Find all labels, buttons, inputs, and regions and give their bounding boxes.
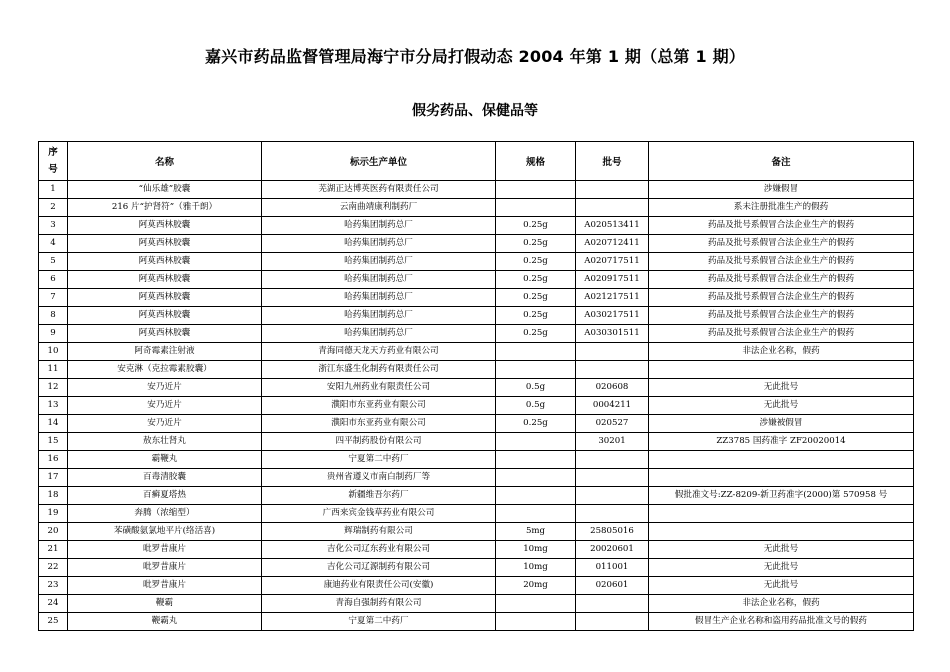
column-header-spec: 规格 [496,142,576,181]
cell-batch [576,487,649,505]
cell-remark [649,505,914,523]
table-row [39,343,914,361]
table-row [39,397,914,415]
table-row [39,307,914,325]
cell-manufacturer: 哈药集团制药总厂 [262,253,496,271]
cell-batch: 0004211 [576,397,649,415]
cell-spec [496,181,576,199]
cell-manufacturer: 濮阳市东亚药业有限公司 [262,415,496,433]
drug-table [38,141,914,631]
cell-batch: 011001 [576,559,649,577]
cell-manufacturer: 宁夏第二中药厂 [262,451,496,469]
cell-batch: A020513411 [576,217,649,235]
column-header-name: 名称 [68,142,262,181]
cell-manufacturer: 哈药集团制药总厂 [262,307,496,325]
cell-batch [576,199,649,217]
cell-manufacturer: 浙江东盛生化制药有限责任公司 [262,361,496,379]
cell-name: 吡罗昔康片 [68,541,262,559]
cell-batch: 020608 [576,379,649,397]
table-row [39,325,914,343]
cell-remark: 系未注册批准生产的假药 [649,199,914,217]
cell-name: 鞭霸 [68,595,262,613]
cell-name: 敖东壮肾丸 [68,433,262,451]
cell-spec [496,613,576,631]
cell-name: 百癣夏塔热 [68,487,262,505]
cell-seq: 14 [39,415,68,433]
cell-seq: 13 [39,397,68,415]
cell-batch [576,181,649,199]
cell-manufacturer: 青海自强制药有限公司 [262,595,496,613]
document-title: 嘉兴市药品监督管理局海宁市分局打假动态 2004 年第 1 期（总第 1 期） [204,47,746,66]
cell-batch [576,469,649,487]
cell-manufacturer: 四平制药股份有限公司 [262,433,496,451]
column-header-batch: 批号 [576,142,649,181]
cell-spec: 0.25g [496,415,576,433]
cell-batch: A030217511 [576,307,649,325]
cell-remark: 假批准文号:ZZ-8209-新卫药准字(2000)第 570958 号 [649,487,914,505]
table-row [39,613,914,631]
cell-remark: 无此批号 [649,397,914,415]
cell-seq: 25 [39,613,68,631]
cell-seq: 3 [39,217,68,235]
cell-spec [496,361,576,379]
cell-seq: 2 [39,199,68,217]
cell-remark: ZZ3785 国药准字 ZF20020014 [649,433,914,451]
cell-manufacturer: 广西来宾金钱草药业有限公司 [262,505,496,523]
cell-remark: 非法企业名称，假药 [649,595,914,613]
table-row [39,577,914,595]
cell-remark: 药品及批号系假冒合法企业生产的假药 [649,217,914,235]
column-header-seq: 序 号 [39,142,68,181]
cell-seq: 8 [39,307,68,325]
table-row [39,523,914,541]
cell-name: 阿莫西林胶囊 [68,289,262,307]
table-row [39,433,914,451]
cell-remark: 药品及批号系假冒合法企业生产的假药 [649,325,914,343]
cell-remark: 假冒生产企业名称和盗用药品批准文号的假药 [649,613,914,631]
cell-name: 阿莫西林胶囊 [68,253,262,271]
cell-name: 安乃近片 [68,379,262,397]
cell-batch: 20020601 [576,541,649,559]
cell-name: 吡罗昔康片 [68,577,262,595]
cell-seq: 6 [39,271,68,289]
cell-name: “仙乐雄”胶囊 [68,181,262,199]
cell-seq: 4 [39,235,68,253]
cell-manufacturer: 濮阳市东亚药业有限公司 [262,397,496,415]
cell-seq: 5 [39,253,68,271]
cell-spec [496,451,576,469]
document-subtitle: 假劣药品、保健品等 [412,103,538,119]
table-row [39,217,914,235]
cell-name: 安乃近片 [68,397,262,415]
cell-batch: 30201 [576,433,649,451]
cell-manufacturer: 贵州省遵义市南白制药厂等 [262,469,496,487]
cell-seq: 11 [39,361,68,379]
cell-batch: 020601 [576,577,649,595]
cell-spec [496,199,576,217]
table-row [39,415,914,433]
table-header-row [39,142,914,181]
cell-manufacturer: 云南曲靖康利制药厂 [262,199,496,217]
cell-batch [576,451,649,469]
cell-spec: 0.25g [496,325,576,343]
table-row [39,199,914,217]
cell-manufacturer: 吉化公司辽源制药有限公司 [262,559,496,577]
cell-remark [649,469,914,487]
cell-batch [576,343,649,361]
table-row [39,235,914,253]
cell-remark [649,361,914,379]
cell-seq: 21 [39,541,68,559]
table-row [39,541,914,559]
cell-seq: 15 [39,433,68,451]
cell-seq: 24 [39,595,68,613]
cell-seq: 16 [39,451,68,469]
column-header-manufacturer: 标示生产单位 [262,142,496,181]
cell-seq: 18 [39,487,68,505]
cell-batch [576,595,649,613]
cell-seq: 22 [39,559,68,577]
cell-manufacturer: 新疆维吾尔药厂 [262,487,496,505]
cell-name: 阿莫西林胶囊 [68,271,262,289]
cell-remark: 药品及批号系假冒合法企业生产的假药 [649,235,914,253]
column-header-remark: 备注 [649,142,914,181]
cell-batch: 25805016 [576,523,649,541]
cell-spec: 0.25g [496,289,576,307]
cell-manufacturer: 哈药集团制药总厂 [262,217,496,235]
cell-seq: 10 [39,343,68,361]
cell-spec [496,433,576,451]
cell-name: 阿奇霉素注射液 [68,343,262,361]
cell-name: 鞭霸丸 [68,613,262,631]
cell-manufacturer: 哈药集团制药总厂 [262,235,496,253]
cell-spec: 10mg [496,541,576,559]
table-row [39,559,914,577]
cell-manufacturer: 哈药集团制药总厂 [262,325,496,343]
cell-manufacturer: 辉瑞制药有限公司 [262,523,496,541]
table-row [39,361,914,379]
cell-remark: 无此批号 [649,379,914,397]
cell-batch: A020712411 [576,235,649,253]
cell-remark: 无此批号 [649,559,914,577]
cell-manufacturer: 芜湖正达博英医药有限责任公司 [262,181,496,199]
cell-name: 216 片“护肾符”（雅千朗） [68,199,262,217]
cell-name: 百毒清胶囊 [68,469,262,487]
cell-spec [496,343,576,361]
cell-seq: 12 [39,379,68,397]
table-row [39,181,914,199]
cell-spec [496,505,576,523]
cell-manufacturer: 宁夏第二中药厂 [262,613,496,631]
cell-manufacturer: 安阳九州药业有限责任公司 [262,379,496,397]
table-row [39,271,914,289]
cell-name: 吡罗昔康片 [68,559,262,577]
cell-manufacturer: 哈药集团制药总厂 [262,289,496,307]
cell-spec: 0.25g [496,217,576,235]
cell-remark: 无此批号 [649,577,914,595]
cell-seq: 17 [39,469,68,487]
cell-name: 霸鞭丸 [68,451,262,469]
cell-manufacturer: 吉化公司辽东药业有限公司 [262,541,496,559]
cell-remark: 药品及批号系假冒合法企业生产的假药 [649,271,914,289]
cell-name: 阿莫西林胶囊 [68,217,262,235]
cell-remark [649,451,914,469]
cell-seq: 9 [39,325,68,343]
table-row [39,253,914,271]
cell-remark: 涉嫌被假冒 [649,415,914,433]
cell-batch: A030301511 [576,325,649,343]
cell-spec: 0.25g [496,271,576,289]
table-row [39,595,914,613]
cell-spec: 0.5g [496,397,576,415]
cell-batch: A021217511 [576,289,649,307]
cell-spec [496,487,576,505]
cell-spec: 5mg [496,523,576,541]
cell-spec: 0.5g [496,379,576,397]
cell-batch [576,613,649,631]
cell-spec: 10mg [496,559,576,577]
cell-batch: 020527 [576,415,649,433]
cell-remark: 药品及批号系假冒合法企业生产的假药 [649,307,914,325]
cell-spec [496,595,576,613]
cell-batch [576,361,649,379]
cell-batch: A020917511 [576,271,649,289]
cell-manufacturer: 哈药集团制药总厂 [262,271,496,289]
cell-spec [496,469,576,487]
cell-manufacturer: 康迪药业有限责任公司(安徽) [262,577,496,595]
cell-name: 阿莫西林胶囊 [68,235,262,253]
cell-spec: 0.25g [496,253,576,271]
cell-remark: 涉嫌假冒 [649,181,914,199]
table-row [39,487,914,505]
cell-remark: 非法企业名称，假药 [649,343,914,361]
cell-seq: 7 [39,289,68,307]
cell-remark: 无此批号 [649,541,914,559]
cell-name: 安乃近片 [68,415,262,433]
table-row [39,505,914,523]
cell-batch [576,505,649,523]
table-row [39,289,914,307]
cell-seq: 1 [39,181,68,199]
table-row [39,469,914,487]
cell-spec: 0.25g [496,307,576,325]
cell-name: 奔腾（浓缩型） [68,505,262,523]
cell-remark [649,523,914,541]
cell-name: 苯磺酸氨氯地平片(络活喜) [68,523,262,541]
table-row [39,451,914,469]
cell-seq: 23 [39,577,68,595]
cell-seq: 20 [39,523,68,541]
cell-manufacturer: 青海同德天龙天方药业有限公司 [262,343,496,361]
cell-seq: 19 [39,505,68,523]
cell-spec: 20mg [496,577,576,595]
cell-name: 阿莫西林胶囊 [68,325,262,343]
cell-spec: 0.25g [496,235,576,253]
cell-batch: A020717511 [576,253,649,271]
table-row [39,379,914,397]
cell-remark: 药品及批号系假冒合法企业生产的假药 [649,253,914,271]
cell-remark: 药品及批号系假冒合法企业生产的假药 [649,289,914,307]
cell-name: 安克淋（克拉霉素胶囊） [68,361,262,379]
cell-name: 阿莫西林胶囊 [68,307,262,325]
